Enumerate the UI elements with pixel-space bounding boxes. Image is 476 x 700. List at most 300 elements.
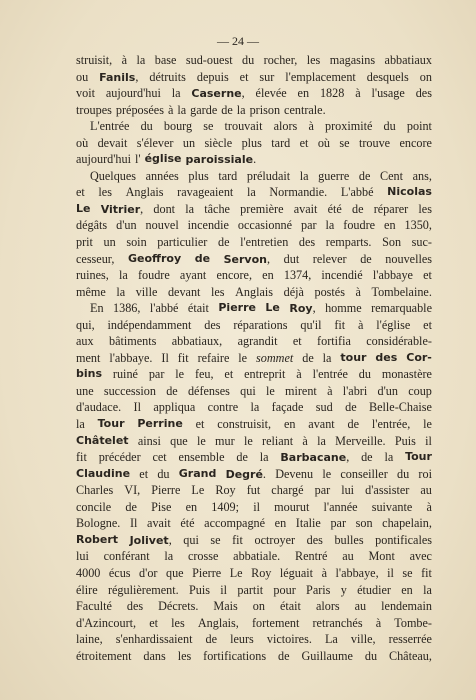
word: abbatiaux — [384, 53, 432, 67]
word: 1409 — [211, 499, 236, 514]
word: les — [177, 648, 192, 663]
text-line — [76, 184, 432, 201]
word — [185, 151, 256, 168]
word: , — [346, 450, 350, 465]
word: struisit, — [76, 53, 113, 67]
word: Anglais — [125, 185, 164, 200]
text-line — [76, 217, 432, 234]
word: élevée — [255, 86, 287, 101]
word: la — [259, 450, 269, 465]
word: l'abbaye. — [109, 350, 153, 365]
word: à — [296, 367, 302, 382]
text-line — [76, 267, 432, 284]
word: et — [149, 615, 159, 630]
word: du — [242, 53, 255, 67]
word: la — [76, 417, 85, 432]
word: Châtelet — [76, 433, 129, 447]
word: le — [175, 367, 185, 382]
word: l' — [135, 152, 141, 167]
word: qui, — [76, 317, 95, 332]
word: une — [76, 383, 94, 398]
word: base — [154, 53, 177, 67]
word: Roy — [289, 302, 313, 316]
word: à — [327, 383, 333, 398]
word: nouvel — [145, 218, 179, 233]
word: les — [171, 615, 185, 630]
word: Décrets. — [158, 599, 199, 614]
word: le — [423, 417, 432, 432]
word: la — [171, 86, 181, 101]
word: coup — [408, 383, 432, 398]
text-line — [76, 399, 432, 416]
word: incendie — [187, 218, 229, 233]
word: régulièrement. — [107, 582, 179, 597]
word: l'emplacement — [285, 69, 356, 84]
word: de — [352, 201, 364, 216]
word: à — [355, 86, 361, 101]
word: où — [76, 135, 89, 150]
word: un — [103, 235, 116, 250]
text-line — [76, 548, 432, 565]
word: ans, — [412, 168, 432, 183]
word: ou — [76, 69, 89, 84]
word: de — [302, 350, 314, 365]
text-line — [76, 317, 432, 334]
word: élire — [76, 582, 98, 597]
word: de — [361, 450, 373, 465]
word: on — [252, 599, 265, 614]
word: appliqua — [153, 400, 196, 415]
word: la — [246, 185, 256, 200]
word: Fanils — [99, 70, 136, 84]
word — [191, 85, 244, 102]
word: léguait — [279, 565, 314, 580]
word: Anglais — [235, 284, 274, 299]
word: été — [180, 516, 195, 531]
word: Il — [161, 350, 169, 365]
word: remarquable — [371, 301, 432, 316]
word: à — [358, 317, 364, 332]
word: La — [324, 632, 338, 647]
word: encore — [399, 135, 432, 150]
word: resserrée — [388, 632, 432, 647]
word: son — [355, 516, 373, 531]
word: l'abbaye — [372, 268, 413, 283]
word: la — [236, 102, 246, 117]
word: détruits — [149, 69, 186, 84]
word: de — [278, 648, 290, 663]
word: 1350, — [404, 218, 432, 233]
word: Roy — [215, 483, 236, 498]
word: défenses — [187, 383, 230, 398]
word: tard — [218, 168, 238, 183]
word: années — [145, 168, 179, 183]
word: du — [358, 367, 371, 382]
word: se — [339, 135, 350, 150]
word: succession — [103, 383, 156, 398]
word: que — [165, 565, 184, 580]
word: bourg — [163, 119, 193, 134]
word: troupes — [76, 102, 112, 117]
word: Belle-Chaise — [368, 400, 432, 415]
word: Pierre — [192, 565, 222, 580]
word: crosse — [187, 549, 219, 564]
word: en — [283, 417, 296, 432]
word — [226, 466, 266, 483]
word: à — [321, 565, 327, 580]
text-line — [76, 416, 432, 433]
word: Le — [265, 301, 280, 315]
word: Tour — [405, 450, 432, 464]
word: d'or — [139, 565, 158, 580]
word: dut — [283, 251, 300, 266]
word: la — [423, 582, 432, 597]
word: dégâts — [76, 218, 108, 233]
word: 1386, — [113, 301, 141, 316]
word: bulles — [334, 532, 364, 547]
word: refaire — [197, 350, 230, 365]
word: d'un — [377, 383, 398, 398]
word: et — [423, 317, 432, 332]
text-line — [76, 350, 432, 367]
word: Barbacane — [280, 451, 347, 465]
word: s'élever — [136, 135, 174, 150]
text-line — [76, 69, 432, 86]
word: , — [135, 69, 139, 84]
word: aujourd'hui — [105, 86, 161, 101]
text-line — [76, 449, 432, 466]
word: abbatiale. — [233, 549, 281, 564]
word: dans — [143, 648, 166, 663]
word: Claudine — [76, 466, 131, 480]
word: la — [317, 433, 326, 448]
word: de — [125, 499, 137, 514]
word: foudre — [343, 218, 376, 233]
word: en — [401, 582, 413, 597]
word: ville, — [350, 632, 376, 647]
word: se — [210, 532, 221, 547]
word: Charles — [76, 483, 114, 498]
word: nouvelles — [385, 251, 432, 266]
word: à — [355, 284, 361, 299]
word: Tombe- — [394, 615, 432, 630]
word: du — [140, 119, 153, 134]
word: avait — [147, 516, 171, 531]
word: le — [243, 433, 253, 448]
text-line — [76, 135, 432, 152]
word: en — [262, 268, 274, 283]
word: et — [239, 69, 249, 84]
word: l'abri — [342, 383, 368, 398]
word: étroitement — [76, 648, 132, 663]
word: et — [292, 334, 302, 349]
word: que — [170, 433, 188, 448]
text-line — [76, 118, 432, 135]
word: où — [317, 135, 331, 150]
text-line — [76, 52, 432, 69]
word: par — [330, 516, 347, 531]
word: du — [157, 466, 170, 481]
word: proximité — [325, 119, 373, 134]
word: des — [415, 86, 432, 101]
word: du — [364, 648, 378, 663]
word: fortement — [251, 615, 300, 630]
word: au — [354, 599, 367, 614]
word: à — [302, 433, 308, 448]
word: pontificales — [375, 532, 432, 547]
word: même — [76, 284, 106, 299]
word: préposées — [115, 102, 164, 117]
word: , — [168, 532, 172, 547]
text-line — [76, 515, 432, 532]
word: tâche — [204, 201, 230, 216]
word: des — [298, 235, 316, 250]
word: de — [221, 102, 233, 117]
word: la — [116, 284, 126, 299]
text-line — [76, 102, 432, 119]
word: fortifia — [317, 334, 351, 349]
word: cesseur, — [76, 251, 115, 266]
word: les — [98, 185, 112, 200]
word: soin — [126, 235, 147, 250]
text-line — [76, 333, 432, 350]
word: conseiller — [340, 466, 388, 481]
word: par — [314, 483, 331, 498]
word: voit — [76, 86, 95, 101]
word: Servon — [223, 252, 267, 266]
word: Normandie. — [269, 185, 328, 200]
text-line — [76, 482, 432, 499]
word: il — [220, 582, 228, 597]
word: 1828 — [319, 86, 345, 101]
word: victoires. — [266, 632, 312, 647]
word: et — [224, 367, 234, 382]
word: . — [253, 152, 257, 167]
word: se — [203, 119, 214, 134]
word: étudier — [357, 582, 391, 597]
word: sur — [259, 69, 275, 84]
body-text — [76, 52, 432, 664]
word: le — [322, 466, 332, 481]
word: la — [136, 53, 146, 67]
word: Il — [129, 516, 138, 531]
word: et — [76, 185, 85, 200]
text-line — [76, 631, 432, 648]
text-line — [76, 615, 432, 632]
word — [99, 69, 138, 86]
word: roi — [418, 466, 432, 481]
word: siècle — [204, 135, 233, 150]
word: et — [139, 466, 149, 481]
word: l'usage — [371, 86, 405, 101]
text-line — [76, 565, 432, 582]
word: ravageaient — [177, 185, 234, 200]
word: Son — [382, 235, 402, 250]
word: il — [425, 433, 432, 448]
word: pour — [273, 582, 296, 597]
text-line — [76, 300, 432, 317]
word: au — [420, 483, 432, 498]
word: homme — [325, 301, 362, 316]
word — [224, 251, 270, 268]
word: foudre — [137, 268, 170, 283]
word: encore, — [216, 268, 253, 283]
word: le — [265, 383, 275, 398]
word: fit — [232, 532, 243, 547]
word — [289, 300, 315, 317]
word: Italie — [295, 516, 321, 531]
word: fut — [246, 483, 261, 498]
word: par — [148, 367, 165, 382]
word: qui — [183, 532, 199, 547]
text-line — [76, 433, 432, 450]
word: Cent — [380, 168, 404, 183]
word: qui — [240, 383, 256, 398]
word: leurs — [230, 632, 254, 647]
word: entreprit — [244, 367, 286, 382]
text-line — [76, 466, 432, 483]
word: avec — [409, 549, 432, 564]
word: En — [90, 301, 104, 316]
word: des — [306, 532, 323, 547]
text-line — [76, 168, 432, 185]
word: s'enhardissaient — [115, 632, 193, 647]
word: fortifications — [203, 648, 267, 663]
word: Geoffroy — [128, 251, 182, 265]
text-line — [76, 201, 432, 218]
word: centrale. — [284, 102, 326, 117]
word: Château, — [388, 648, 432, 663]
word: Degré — [225, 467, 263, 481]
word: la — [322, 350, 332, 365]
word: en — [274, 516, 287, 531]
word: la — [119, 268, 128, 283]
word: garde — [190, 102, 218, 117]
word: avait — [293, 201, 318, 216]
word: alors — [315, 599, 340, 614]
word: dont — [153, 201, 176, 216]
word: prit — [76, 235, 93, 250]
word: Cor- — [406, 350, 432, 364]
word: et — [195, 417, 205, 432]
word: Anglais, — [197, 615, 239, 630]
word: trouvait — [224, 119, 263, 134]
word: feu, — [194, 367, 214, 382]
word: du — [383, 119, 396, 134]
text-line — [76, 85, 432, 102]
word: de — [194, 251, 211, 265]
word: contre — [207, 400, 239, 415]
word: Nicolas — [387, 185, 432, 199]
word: Perrine — [137, 417, 183, 431]
word: depuis — [196, 69, 229, 84]
word: conférant — [103, 549, 150, 564]
word: Robert — [76, 532, 119, 546]
word: l'entrée — [312, 367, 348, 382]
word: lendemain — [381, 599, 432, 614]
word: Jolivet — [129, 533, 169, 547]
word: construisit, — [217, 417, 272, 432]
word: Quelques — [90, 168, 137, 183]
word: Le — [76, 201, 91, 215]
word: les — [211, 284, 225, 299]
word — [101, 201, 143, 218]
word: été — [327, 201, 342, 216]
word: fit — [177, 350, 189, 365]
word: ville — [135, 284, 158, 299]
word: rocher, — [263, 53, 298, 67]
word: il — [387, 565, 394, 580]
word: abbatiaux, — [171, 334, 223, 349]
word: Merveille. — [335, 433, 386, 448]
word: Le — [229, 565, 243, 580]
word: 1374, — [283, 268, 312, 283]
word: l'église — [376, 317, 411, 332]
word: Pise — [151, 499, 172, 514]
word: était — [279, 599, 301, 614]
word: cet — [152, 450, 167, 465]
word: postés — [314, 284, 345, 299]
word: ainsi — [137, 433, 161, 448]
word: au — [342, 549, 354, 564]
word: la — [325, 218, 335, 233]
word: réparer — [373, 201, 409, 216]
word: Tour — [97, 417, 125, 431]
word: y — [340, 582, 347, 597]
word: précéder — [98, 450, 141, 465]
word: en — [185, 499, 198, 514]
word: , — [140, 201, 144, 216]
word: sud — [315, 400, 333, 415]
word: ment — [76, 350, 101, 365]
word: de — [360, 251, 372, 266]
word: d'audace. — [76, 400, 122, 415]
word: Guillaume — [301, 648, 353, 663]
word: incendié — [321, 268, 363, 283]
word: concile — [76, 499, 112, 514]
word: devant — [167, 284, 201, 299]
word: de — [166, 383, 178, 398]
word: mur — [215, 433, 235, 448]
word: plus — [188, 168, 209, 183]
text-line — [76, 499, 432, 516]
word: tour — [340, 350, 367, 364]
word: desquels — [366, 69, 409, 84]
word: mirent — [285, 383, 317, 398]
word: Caserne — [191, 87, 242, 101]
word: les — [418, 201, 432, 216]
word: , — [267, 251, 271, 266]
word: trouve — [358, 135, 391, 150]
word: de — [217, 235, 230, 250]
word: à — [167, 102, 174, 117]
word: Devenu — [275, 466, 314, 481]
word — [211, 499, 239, 516]
word: alors — [273, 119, 298, 134]
word — [130, 532, 172, 549]
word: suivante — [371, 499, 413, 514]
word: église — [144, 152, 182, 166]
word: indépendamment — [107, 317, 192, 332]
word: occasionné — [237, 218, 293, 233]
word: première — [240, 201, 284, 216]
word: de — [345, 400, 357, 415]
word: préludait — [246, 168, 291, 183]
word: le — [196, 433, 206, 448]
word: devait — [97, 135, 128, 150]
word: paroissiale — [185, 153, 254, 167]
word: Bologne. — [76, 516, 121, 531]
